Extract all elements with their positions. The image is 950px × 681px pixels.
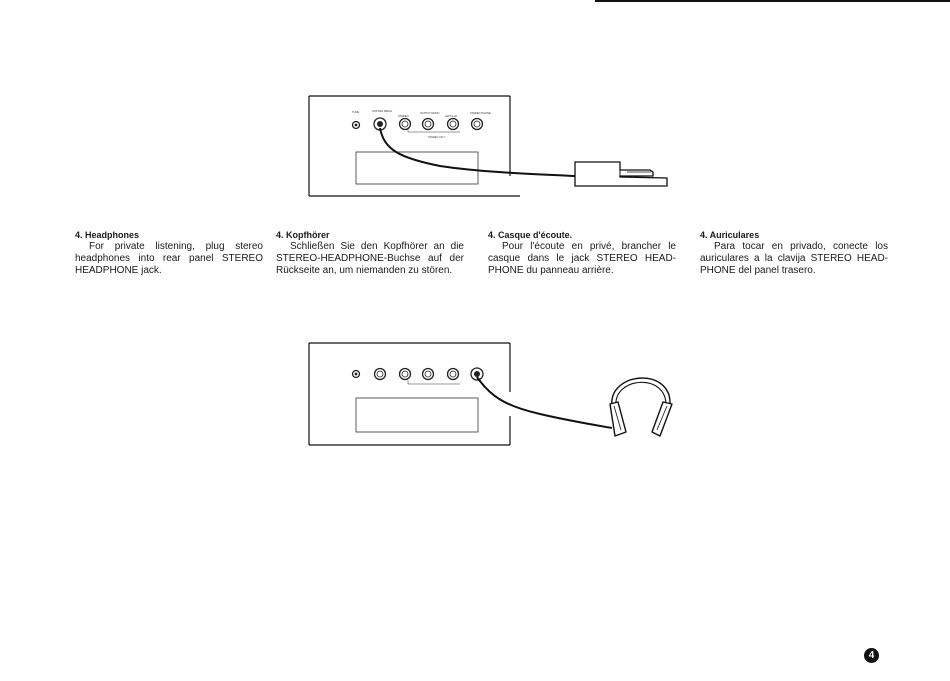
rear-panel-bottom	[309, 343, 510, 445]
section-french	[488, 230, 676, 276]
label-output-left: LEFT/L+R	[445, 115, 457, 118]
section-heading: 4. Casque d'écoute.	[488, 230, 573, 240]
panel-display-window-bottom	[356, 398, 478, 432]
section-heading: 4. Kopfhörer	[276, 230, 330, 240]
label-output-group: STEREO OUT	[428, 136, 445, 139]
output-mono-jack-bottom	[423, 369, 434, 380]
tune-knob-bottom	[353, 371, 360, 378]
label-stereo: STEREO	[398, 115, 409, 118]
label-output-mono: OUTPUT MONO	[420, 112, 440, 115]
section-body: Schließen Sie den Kopfhörer an die STEREO-HEADPHONE-Buchse auf der Rückseite an, um niemanden zu stören.	[276, 241, 464, 276]
headphones	[610, 378, 672, 436]
stereo-jack-bottom	[400, 369, 411, 380]
section-body: Pour l'écoute en privé, brancher le casque dans le jack STEREO HEAD-PHONE du panneau arrière.	[488, 241, 676, 276]
section-english	[75, 230, 263, 276]
section-german	[276, 230, 464, 276]
section-heading: 4. Headphones	[75, 230, 140, 240]
headphone-cable	[477, 377, 612, 428]
section-spanish	[700, 230, 888, 276]
label-sustain: SUSTAIN PEDAL	[372, 110, 393, 113]
section-body: For private listening, plug stereo headphones into rear panel STEREO HEADPHONE jack.	[75, 241, 263, 276]
label-tune: TUNE	[352, 111, 360, 114]
section-body: Para tocar en privado, conecte los auriculares a la clavija STEREO HEAD-PHONE del panel trasero.	[700, 241, 888, 276]
output-left-jack-bottom	[448, 369, 459, 380]
section-heading: 4. Auriculares	[700, 230, 760, 240]
sustain-jack-bottom	[375, 369, 386, 380]
page-number: 4	[864, 648, 879, 663]
label-stereo-headphone: STEREO PHONE	[470, 112, 491, 115]
